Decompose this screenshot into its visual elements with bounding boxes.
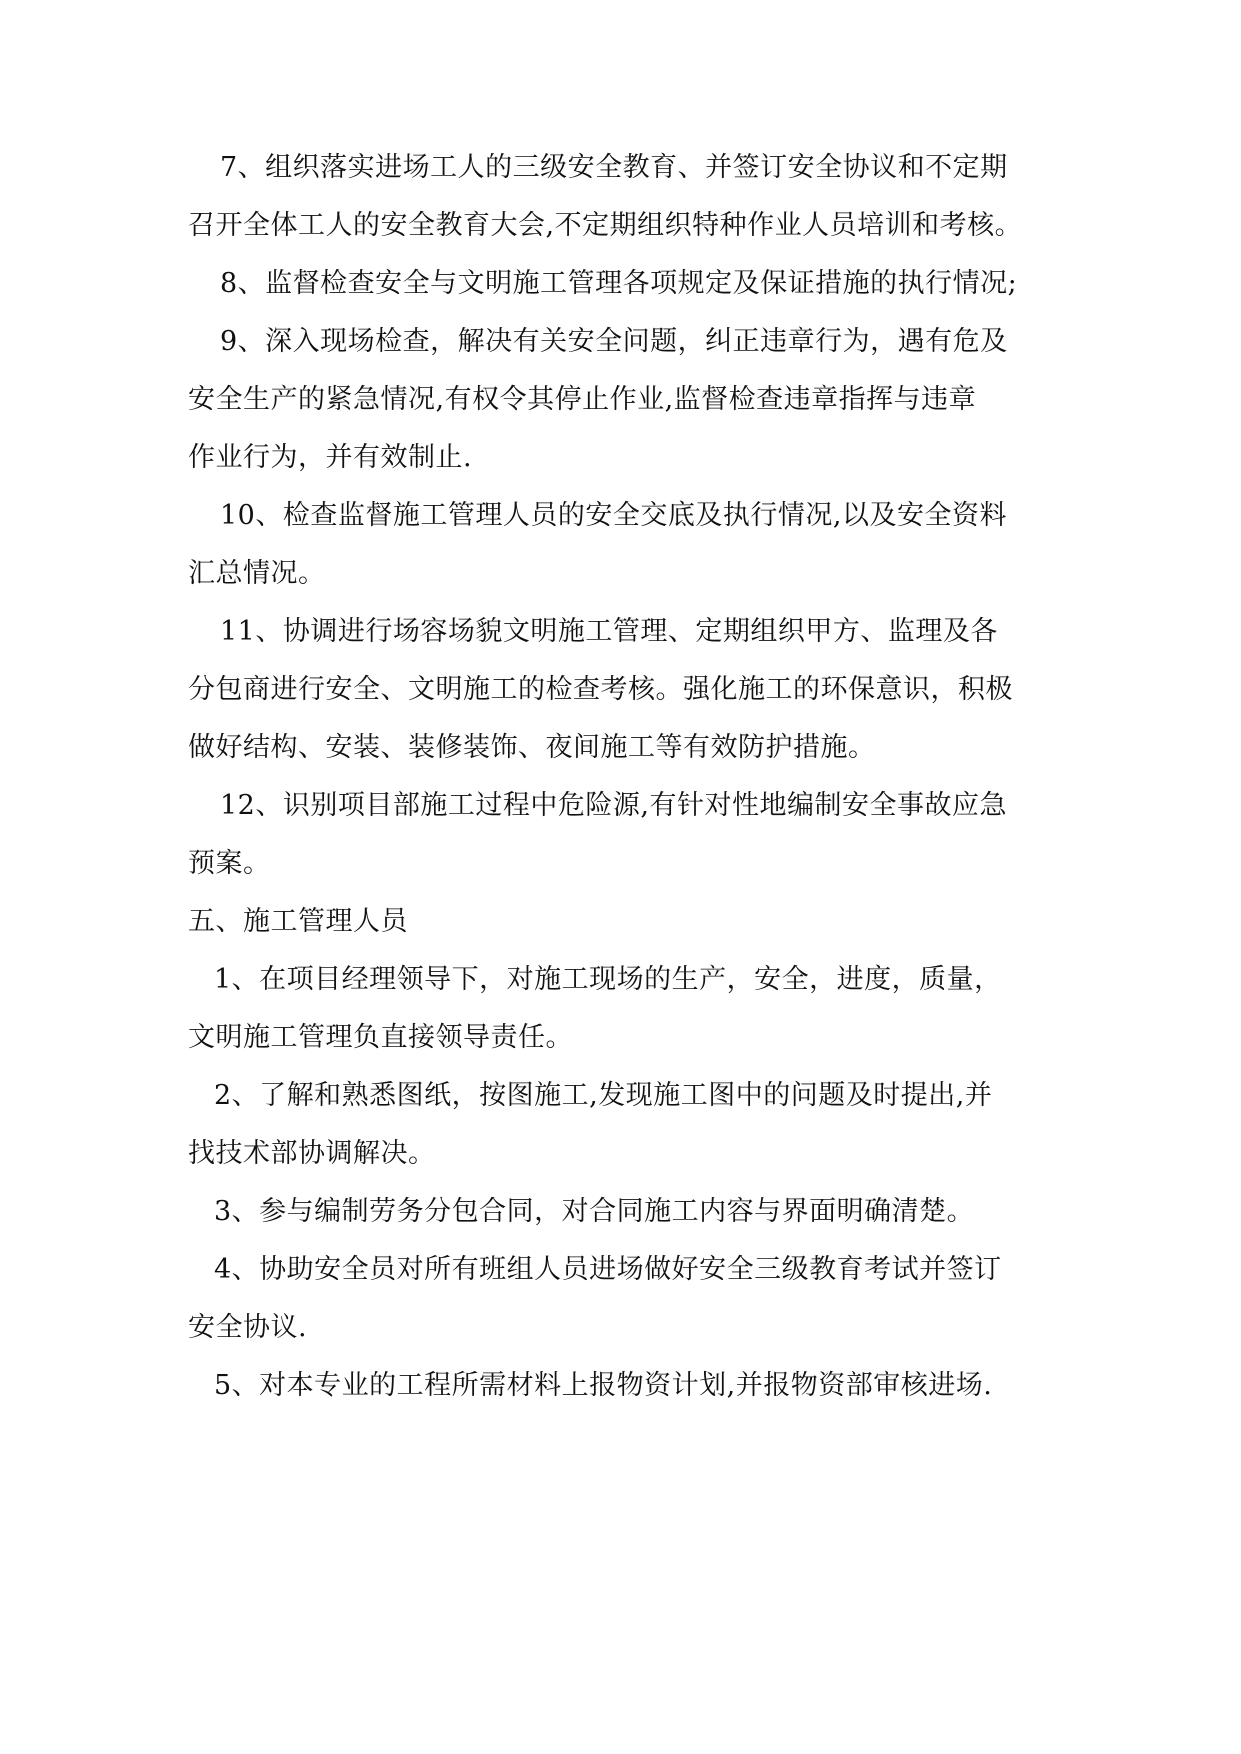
paragraph-7-line-2: 召开全体工人的安全教育大会,不定期组织特种作业人员培训和考核。: [188, 210, 1023, 241]
item-2-line-2: 找技术部协调解决。: [188, 1138, 436, 1169]
paragraph-11-line-2: 分包商进行安全、文明施工的检查考核。强化施工的环保意识，积极: [188, 674, 1013, 705]
item-3-line-1: 3、参与编制劳务分包合同，对合同施工内容与界面明确清楚。: [214, 1196, 975, 1227]
paragraph-8-line-1: 8、监督检查安全与文明施工管理各项规定及保证措施的执行情况;: [220, 268, 1018, 299]
item-2-line-1: 2、了解和熟悉图纸，按图施工,发现施工图中的问题及时提出,并: [214, 1080, 993, 1111]
paragraph-9-line-1: 9、深入现场检查，解决有关安全问题，纠正违章行为，遇有危及: [220, 326, 1008, 357]
item-5-line-1: 5、对本专业的工程所需材料上报物资计划,并报物资部审核进场.: [214, 1370, 993, 1401]
item-1-line-1: 1、在项目经理领导下，对施工现场的生产，安全，进度，质量，: [214, 964, 1002, 995]
section-heading: 五、施工管理人员: [188, 906, 408, 937]
paragraph-12-line-2: 预案。: [188, 848, 271, 879]
paragraph-12-line-1: 12、识别项目部施工过程中危险源,有针对性地编制安全事故应急: [220, 790, 1007, 821]
paragraph-9-line-3: 作业行为，并有效制止.: [188, 442, 473, 473]
paragraph-11-line-3: 做好结构、安装、装修装饰、夜间施工等有效防护措施。: [188, 732, 876, 763]
item-1-line-2: 文明施工管理负直接领导责任。: [188, 1022, 573, 1053]
item-4-line-1: 4、协助安全员对所有班组人员进场做好安全三级教育考试并签订: [214, 1254, 1002, 1285]
paragraph-7-line-1: 7、组织落实进场工人的三级安全教育、并签订安全协议和不定期: [220, 152, 1008, 183]
paragraph-10-line-1: 10、检查监督施工管理人员的安全交底及执行情况,以及安全资料: [220, 500, 1007, 531]
item-4-line-2: 安全协议.: [188, 1312, 308, 1343]
paragraph-10-line-2: 汇总情况。: [188, 558, 326, 589]
paragraph-11-line-1: 11、协调进行场容场貌文明施工管理、定期组织甲方、监理及各: [220, 616, 998, 647]
paragraph-9-line-2: 安全生产的紧急情况,有权令其停止作业,监督检查违章指挥与违章: [188, 384, 977, 415]
